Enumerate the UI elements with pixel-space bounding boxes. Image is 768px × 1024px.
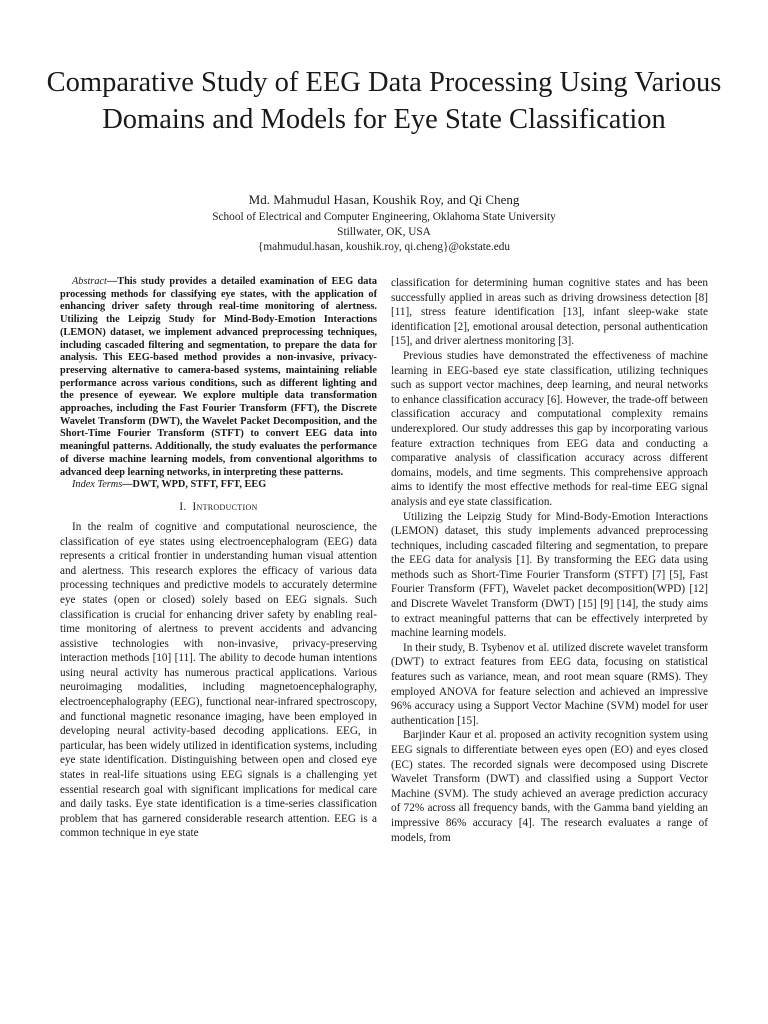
body-paragraph: In the realm of cognitive and computational neuroscience, the classification of eye states using electroencephalogram (EEG) data represents a critical frontier in understanding human visual attention and alertness. This research explores the efficacy of various data processing techniques and predictive models to accurately determine eye states (open or closed) solely based on EEG signals. Such classification is crucial for enhancing driver safety by enabling real-time monitoring of alertness to prevent accidents and advancing assistive technologies with non-invasive, privacy-preserving interaction methods [10] [11]. The ability to decode human intentions using neural activity has numerous practical applications. Various neuroimaging modalities, including magnetoencephalography, electroencephalography (EEG), functional near-infrared spectroscopy, and functional magnetic resonance imaging, have been employed in developing neural activity-based decoding applications. EEG, in particular, has been widely utilized in identification systems, including eye state identification. Distinguishing between open and closed eye states in real-life situations using EEG signals is a challenging yet essential research goal with significant implications for medical care and daily tasks. Eye state identification is a time-series classification problem that has garnered considerable research attention. EEG is a common technique in eye state: [60, 520, 377, 840]
body-paragraph: In their study, B. Tsybenov et al. utilized discrete wavelet transform (DWT) to extract features from EEG data, focusing on statistical features such as variance, mean, and root mean square (RMS). They employed ANOVA for feature selection and achieved an impressive 96% accuracy using a Support Vector Machine (SVM) model for user authentication [15].: [391, 641, 708, 727]
body-paragraph: Utilizing the Leipzig Study for Mind-Body-Emotion Interactions (LEMON) dataset, this study implements advanced preprocessing techniques, including cascaded filtering and segmentation, to prepare the EEG data for analysis [1]. By transforming the EEG data using methods such as Short-Time Fourier Transform (STFT) [7] [5], Fast Fourier Transform (FFT), Wavelet packet decomposition(WPD) [12] and Discrete Wavelet Transform (DWT) [15] [9] [14], the study aims to extract meaningful patterns that can be effectively interpreted by machine learning models.: [391, 510, 708, 640]
left-column: [60, 276, 377, 841]
section-title: Introduction: [192, 500, 258, 513]
abstract-text: —This study provides a detailed examination of EEG data processing methods for classifying eye states, with the application of enhancing driver safety through real-time monitoring of alertness. Utilizing the Leipzig Study for Mind-Body-Emotion Interactions (LEMON) dataset, we implement advanced preprocessing techniques, including cascaded filtering and segmentation, to prepare the data for analysis. This EEG-based method provides a non-invasive, privacy-preserving alternative to camera-based systems, maintaining reliable performance across various conditions, such as different lighting and the presence of eyewear. We explore multiple data transformation approaches, including the Fast Fourier Transform (FFT), the Discrete Wavelet Transform (DWT), the Wavelet Packet Decomposition, and the Short-Time Fourier Transform (STFT) to convert EEG data into meaningful patterns. Additionally, the study evaluates the performance of diverse machine learning models, from conventional algorithms to advanced deep learning networks, in interpreting these patterns.: [60, 276, 377, 478]
section-number: I.: [179, 500, 187, 513]
section-heading-introduction: [60, 500, 377, 514]
right-column: [391, 276, 708, 845]
affiliation: School of Electrical and Computer Engineering, Oklahoma State University: [212, 211, 556, 223]
author-emails: {mahmudul.hasan, koushik.roy, qi.cheng}@okstate.edu: [257, 241, 511, 253]
author-list: Md. Mahmudul Hasan, Koushik Roy, and Qi Cheng: [248, 192, 520, 207]
paper-title: Comparative Study of EEG Data Processing Using Various Domains and Models for Eye State Classification: [46, 67, 722, 135]
index-terms-text: —DWT, WPD, STFT, FFT, EEG: [122, 479, 267, 491]
body-paragraph: Previous studies have demonstrated the effectiveness of machine learning in EEG-based eye state classification, utilizing techniques such as support vector machines, deep learning, and neural networks to enhance classification accuracy [6]. However, the trade-off between classification accuracy and computational complexity remains underexplored. Our study addresses this gap by incorporating various feature extraction techniques from EEG data and conducting a comparative analysis of classification accuracy across different domains, models, and time segments. This comprehensive approach aims to identify the most effective methods for real-time EEG signal analysis and eye state classification.: [391, 349, 708, 508]
body-paragraph: classification for determining human cognitive states and has been successfully applied in areas such as driving drowsiness detection [8] [11], stress feature identification [13], infant sleep-wake state identification [2], emotional arousal detection, personal authentication [15], and driver alertness monitoring [3].: [391, 277, 708, 348]
abstract-label: Abstract: [72, 276, 107, 287]
body-paragraph: Barjinder Kaur et al. proposed an activity recognition system using EEG signals to differentiate between eyes open (EO) and eyes closed (EC) states. The recorded signals were decomposed using Discrete Wavelet Transform (DWT) and classified using a Support Vector Machine (SVM). The study achieved an average prediction accuracy of 72% across all frequency bands, with the Gamma band yielding an impressive 86% accuracy [4]. The research evaluates a range of models, from: [391, 729, 708, 844]
index-terms-label: Index Terms: [72, 479, 123, 491]
location: Stillwater, OK, USA: [337, 226, 431, 238]
index-terms: [60, 479, 377, 492]
abstract: [60, 276, 377, 479]
